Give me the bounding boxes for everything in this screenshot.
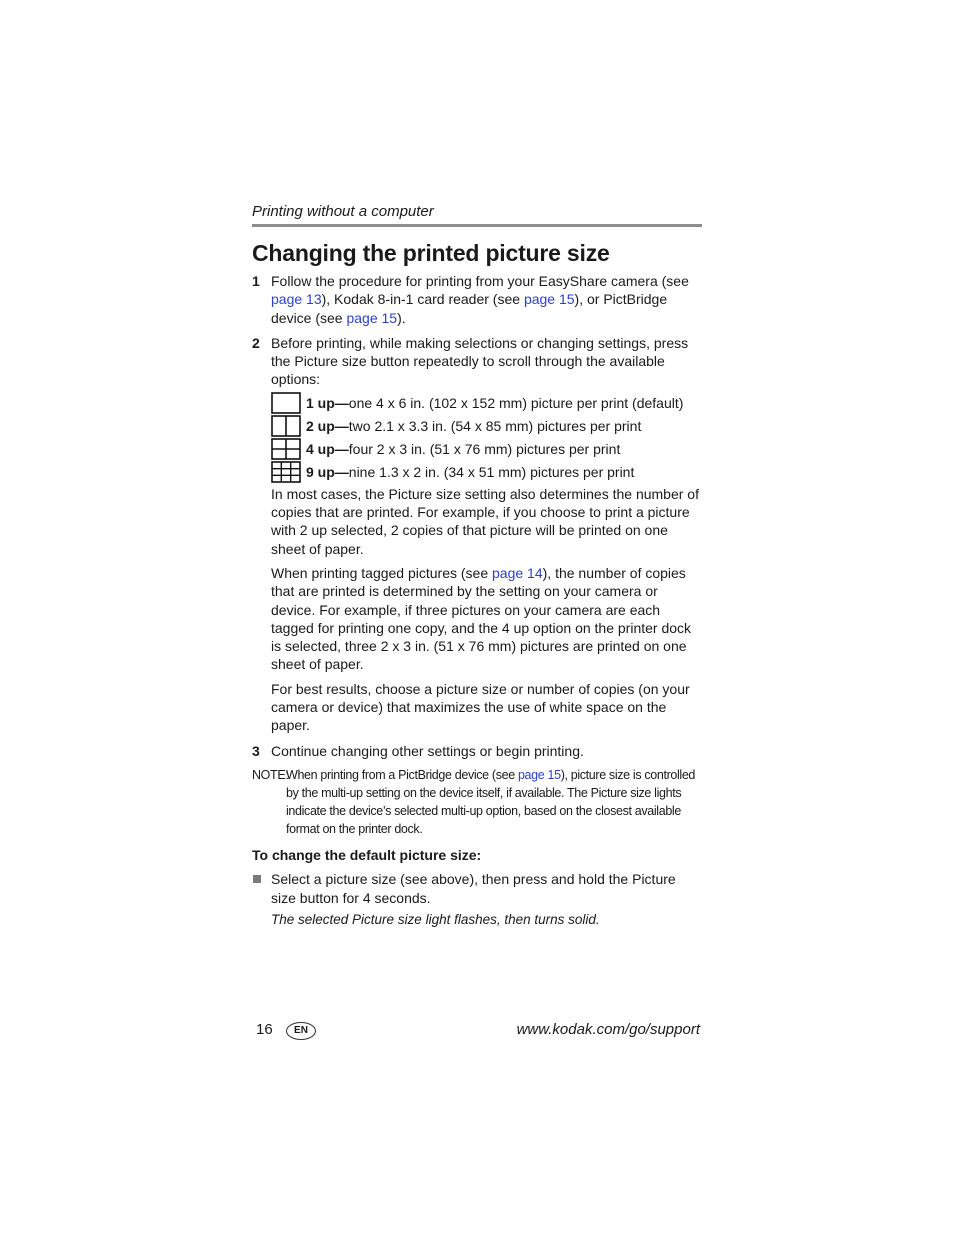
paragraph-tagged [271, 564, 704, 674]
option-desc: two 2.1 x 3.3 in. (54 x 85 mm) pictures per print [348, 417, 642, 434]
support-url[interactable]: www.kodak.com/go/support [516, 1021, 700, 1038]
option-label: 1 up— [306, 394, 349, 411]
step-text: Continue changing other settings or begin printing. [271, 742, 584, 759]
step-number: 1 [252, 273, 260, 289]
square-bullet-icon [253, 875, 261, 883]
step-text: Follow the procedure for printing from your EasyShare camera (see [271, 273, 689, 289]
option-desc: nine 1.3 x 2 in. (34 x 51 mm) pictures per print [348, 463, 635, 480]
layout-9up-icon [271, 461, 301, 483]
option-9up [271, 461, 704, 483]
option-desc: four 2 x 3 in. (51 x 76 mm) pictures per print [348, 440, 621, 457]
paragraph-text: When printing tagged pictures (see [271, 564, 493, 581]
option-label: 2 up— [306, 417, 349, 434]
bullet-item [252, 870, 704, 907]
step-text: ). [397, 309, 406, 326]
step-text: ), or PictBridge device (see [271, 291, 668, 326]
paragraph-copies: In most cases, the Picture size setting also determines the number of copies that are printed. For example, if you choose to print a picture with 2 up selected, 2 copies of that picture will be printed on one sheet of paper. [271, 485, 699, 557]
step-number: 2 [252, 334, 260, 351]
options-list [271, 392, 704, 483]
layout-2up-icon [271, 415, 301, 437]
link-page-15[interactable]: page 15 [523, 291, 575, 308]
option-label: 9 up— [306, 463, 349, 480]
note-label: NOTE: [252, 767, 289, 782]
link-page-13[interactable]: page 13 [271, 291, 322, 308]
paragraph-best-results: For best results, choose a picture size or number of copies (on your camera or device) that maximizes the use of white space on the paper. [271, 680, 690, 734]
layout-1up-icon [271, 392, 301, 414]
page-number: 16 [256, 1021, 273, 1038]
step-3 [252, 742, 704, 760]
step-text: Before printing, while making selections or changing settings, press the Picture size button repeatedly to scroll through the available options: [271, 334, 689, 388]
link-page-14[interactable]: page 14 [492, 564, 543, 581]
note [252, 766, 704, 838]
step-text: ), Kodak 8-in-1 card reader (see [321, 291, 524, 308]
link-page-15[interactable]: page 15 [346, 309, 398, 326]
step-2 [252, 334, 704, 735]
option-label: 4 up— [306, 440, 349, 457]
note-text: ), picture size is controlled by the multi-up setting on the device itself, if available. The Picture size lights indicate the device’s selected multi-up option, based on the closest available format on the printer dock. [286, 767, 696, 836]
option-2up [271, 415, 704, 437]
bullet-text: Select a picture size (see above), then press and hold the Picture size button for 4 seconds. [271, 871, 676, 906]
step-1 [252, 272, 704, 327]
result-text: The selected Picture size light flashes, then turns solid. [271, 911, 600, 927]
option-desc: one 4 x 6 in. (102 x 152 mm) picture per print (default) [348, 394, 684, 411]
page-title: Changing the printed picture size [252, 240, 610, 266]
layout-4up-icon [271, 438, 301, 460]
section-header: Printing without a computer [252, 202, 702, 227]
step-number: 3 [252, 742, 260, 759]
link-page-15[interactable]: page 15 [517, 767, 561, 782]
option-4up [271, 438, 704, 460]
subheading-default-size: To change the default picture size: [252, 846, 482, 863]
option-1up [271, 392, 704, 414]
paragraph-text: ), the number of copies that are printed is determined by the setting on your camera or device. For example, if three pictures on your camera are each tagged for printing one copy, and the 4 up option on the printer dock is selected, three 2 x 3 in. (51 x 76 mm) pictures are printed on one sheet of paper. [271, 564, 692, 673]
language-badge: EN [286, 1022, 316, 1040]
note-text: When printing from a PictBridge device (see [286, 767, 518, 782]
page-body [252, 272, 704, 929]
